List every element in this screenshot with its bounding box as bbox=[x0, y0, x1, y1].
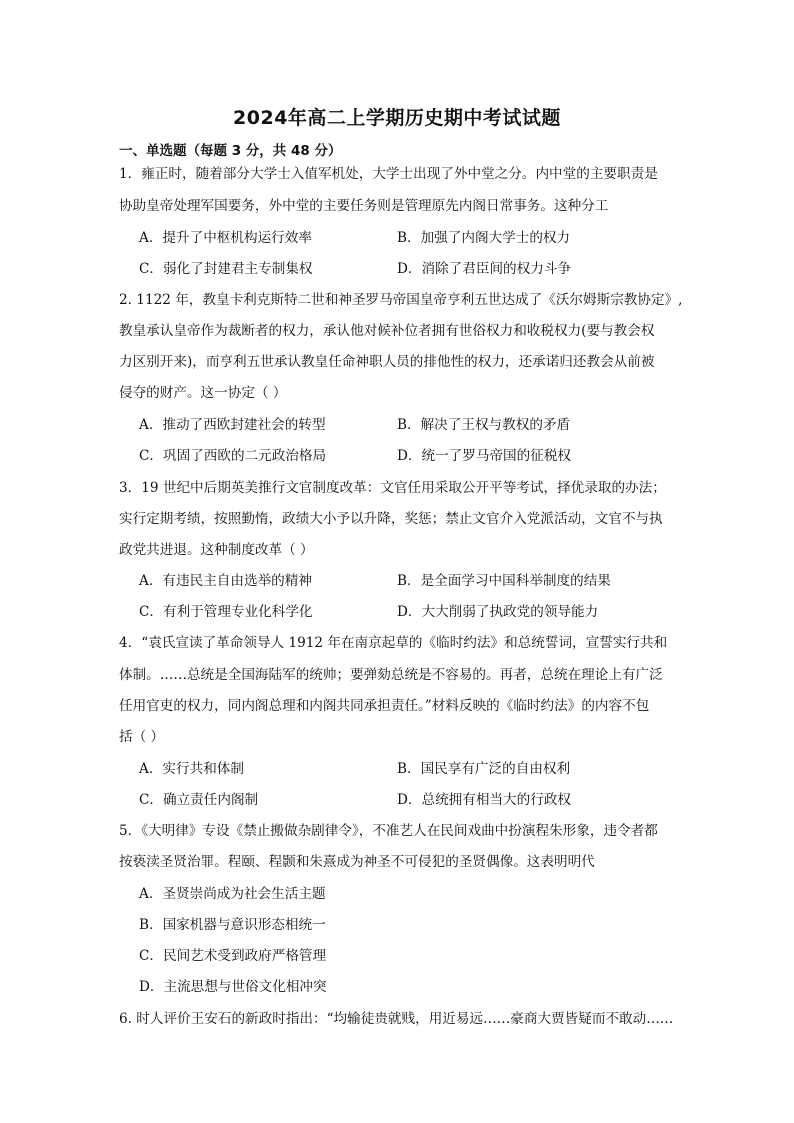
question-3-line-3: 政党共进退。这种制度改革（ ） bbox=[119, 542, 314, 558]
question-2-line-2: 教皇承认皇帝作为裁断者的权力，承认他对候补位者拥有世俗权力和收税权力(要与教会权 bbox=[119, 323, 655, 339]
question-3-line-1: 3．19 世纪中后期英美推行文官制度改革：文官任用采取公开平等考试，择优录取的办法； bbox=[119, 480, 666, 496]
question-1-option-b: B．加强了内阁大学士的权力 bbox=[397, 230, 571, 246]
question-5-option-c: C．民间艺术受到政府严格管理 bbox=[139, 948, 327, 964]
question-4-option-a: A．实行共和体制 bbox=[139, 761, 244, 777]
question-5-line-1: 5．《大明律》专设《禁止搬做杂剧律令》，不准艺人在民间戏曲中扮演程朱形象，违令者都 bbox=[119, 823, 658, 839]
question-4-line-3: 任用官吏的权力，同内阁总理和内阁共同承担责任。”材料反映的《临时约法》的内容不包 bbox=[119, 698, 650, 714]
question-6-line-1: 6. 时人评价王安石的新政时指出：“均输徒贵就贱，用近易远……豪商大贾皆疑而不敢动…… bbox=[119, 1011, 674, 1027]
question-1-line-1: 1．雍正时，随着部分大学士入值军机处，大学士出现了外中堂之分。内中堂的主要职责是 bbox=[119, 166, 658, 182]
question-5-line-2: 按亵渎圣贤治罪。程颐、程颢和朱熹成为神圣不可侵犯的圣贤偶像。这表明明代 bbox=[119, 854, 595, 870]
question-4-option-b: B．国民享有广泛的自由权利 bbox=[397, 761, 571, 777]
question-2-option-c: C．巩固了西欧的二元政治格局 bbox=[139, 448, 327, 464]
question-4-line-4: 括（ ） bbox=[119, 729, 165, 745]
question-2-line-1: 2. 1122 年，教皇卡利克斯特二世和神圣罗马帝国皇帝亨利五世达成了《沃尔姆斯宗教协定》, bbox=[119, 292, 683, 308]
question-1-option-a: A．提升了中枢机构运行效率 bbox=[139, 230, 312, 246]
question-3-line-2: 实行定期考绩，按照勤惰，政绩大小予以升降，奖惩；禁止文官介入党派活动，文官不与执 bbox=[119, 511, 663, 527]
question-4-option-d: D．总统拥有相当大的行政权 bbox=[397, 792, 572, 808]
question-4-line-1: 4．“袁氏宣读了革命领导人 1912 年在南京起草的《临时约法》和总统誓词，宣誓实行共和 bbox=[119, 635, 668, 651]
section-heading: 一、单选题（每题 3 分，共 48 分） bbox=[119, 143, 342, 159]
question-2-option-d: D．统一了罗马帝国的征税权 bbox=[397, 448, 572, 464]
question-3-option-d: D．大大削弱了执政党的领导能力 bbox=[397, 604, 599, 620]
question-2-line-4: 侵夺的财产。这一协定（ ） bbox=[119, 385, 287, 401]
question-2-option-b: B．解决了王权与教权的矛盾 bbox=[397, 417, 571, 433]
question-3-option-c: C．有利于管理专业化科学化 bbox=[139, 604, 313, 620]
question-3-option-a: A．有违民主自由选举的精神 bbox=[139, 573, 312, 589]
question-5-option-d: D．主流思想与世俗文化相冲突 bbox=[139, 979, 327, 995]
question-2-option-a: A．推动了西欧封建社会的转型 bbox=[139, 417, 326, 433]
question-4-line-2: 体制。……总统是全国海陆军的统帅；要弹劾总统是不容易的。再者，总统在理论上有广泛 bbox=[119, 667, 663, 683]
page-title: 2024年高二上学期历史期中考试试题 bbox=[233, 107, 561, 129]
question-1-option-d: D．消除了君臣间的权力斗争 bbox=[397, 261, 572, 277]
question-2-line-3: 力区别开来)，而亨利五世承认教皇任命神职人员的排他性的权力，还承诺归还教会从前被 bbox=[119, 354, 655, 370]
question-3-option-b: B．是全面学习中国科举制度的结果 bbox=[397, 573, 611, 589]
question-4-option-c: C．确立责任内阁制 bbox=[139, 792, 259, 808]
question-1-line-2: 协助皇帝处理军国要务，外中堂的主要任务则是管理原先内阁日常事务。这种分工 bbox=[119, 198, 609, 214]
question-5-option-a: A．圣贤崇尚成为社会生活主题 bbox=[139, 886, 326, 902]
question-1-option-c: C．弱化了封建君主专制集权 bbox=[139, 261, 313, 277]
question-5-option-b: B．国家机器与意识形态相统一 bbox=[139, 917, 326, 933]
